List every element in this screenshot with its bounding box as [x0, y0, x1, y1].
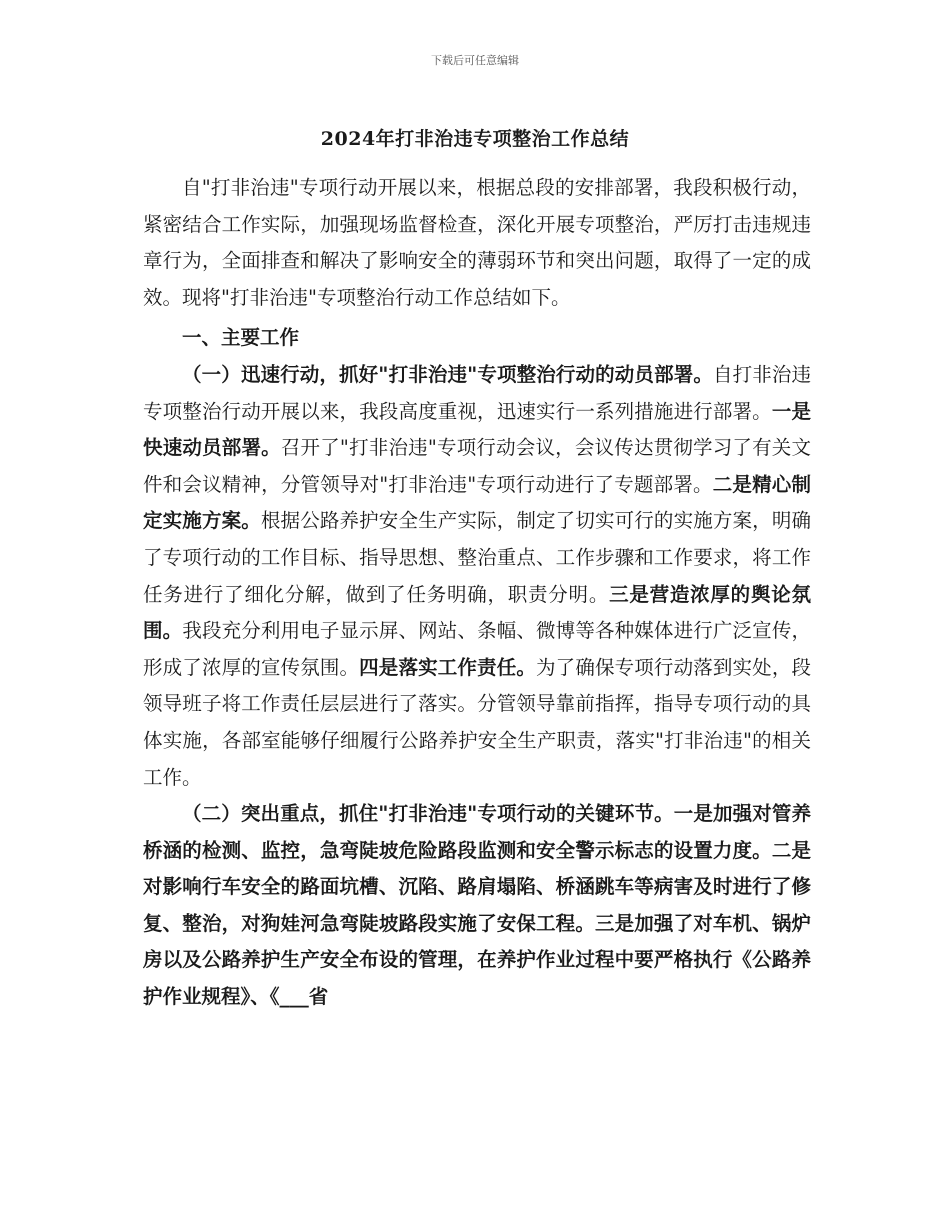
point-heading: 一是快速动员部署。: [143, 399, 811, 460]
point-heading: 三是营造浓厚的舆论氛围。: [143, 582, 811, 643]
section-heading: 一、主要工作: [182, 326, 300, 350]
document-body: [143, 170, 811, 1016]
paragraph-mobilization: [143, 357, 811, 796]
header-note: 下载后可任意编辑: [431, 54, 519, 67]
paragraph-text: 根据公路养护安全生产实际，制定了切实可行的实施方案，明确了专项行动的工作目标、指导思想、整治重点、工作步骤和工作要求，将工作任务进行了细化分解，做到了任务明确，职责分明。: [143, 509, 811, 606]
intro-paragraph: 自"打非治违"专项行动开展以来，根据总段的安排部署，我段积极行动，紧密结合工作实际，加强现场监督检查，深化开展专项整治，严厉打击违规违章行为，全面排查和解决了影响安全的薄弱环节和突出问题，取得了一定的成效。现将"打非治违"专项整治行动工作总结如下。: [143, 176, 811, 309]
page-title: 2024年打非治违专项整治工作总结: [320, 128, 630, 150]
paragraph-text: 为了确保专项行动落到实处，段领导班子将工作责任层层进行了落实。分管领导靠前指挥，指导专项行动的具体实施，各部室能够仔细履行公路养护安全生产职责，落实"打非治违"的相关工作。: [143, 655, 811, 789]
paragraph-key-points: （二）突出重点，抓住"打非治违"专项行动的关键环节。一是加强对管养桥涵的检测、监控，急弯陡坡危险路段监测和安全警示标志的设置力度。二是对影响行车安全的路面坑槽、沉陷、路肩塌陷、桥涵跳车等病害及时进行了修复、整治，对狗娃河急弯陡坡路段实施了安保工程。三是加强了对车机、锅炉房以及公路养护生产安全布设的管理，在养护作业过程中要严格执行《公路养护作业规程》、《___省: [143, 802, 811, 1009]
point-heading: 四是落实工作责任。: [359, 655, 537, 679]
paragraph-text: 自打非治违专项整治行动开展以来，我段高度重视，迅速实行一系列措施进行部署。: [143, 362, 811, 423]
paragraph-text: 召开了"打非治违"专项行动会议，会议传达贯彻学习了有关文件和会议精神，分管领导对"打非治违"专项行动进行了专题部署。: [143, 436, 811, 496]
point-heading: 二是精心制定实施方案。: [143, 472, 811, 533]
paragraph-text: 我段充分利用电子显示屏、网站、条幅、微博等各种媒体进行广泛宣传，形成了浓厚的宣传氛围。: [143, 619, 811, 679]
paragraph-lead: （一）迅速行动，抓好"打非治违"专项整治行动的动员部署。: [182, 362, 713, 386]
